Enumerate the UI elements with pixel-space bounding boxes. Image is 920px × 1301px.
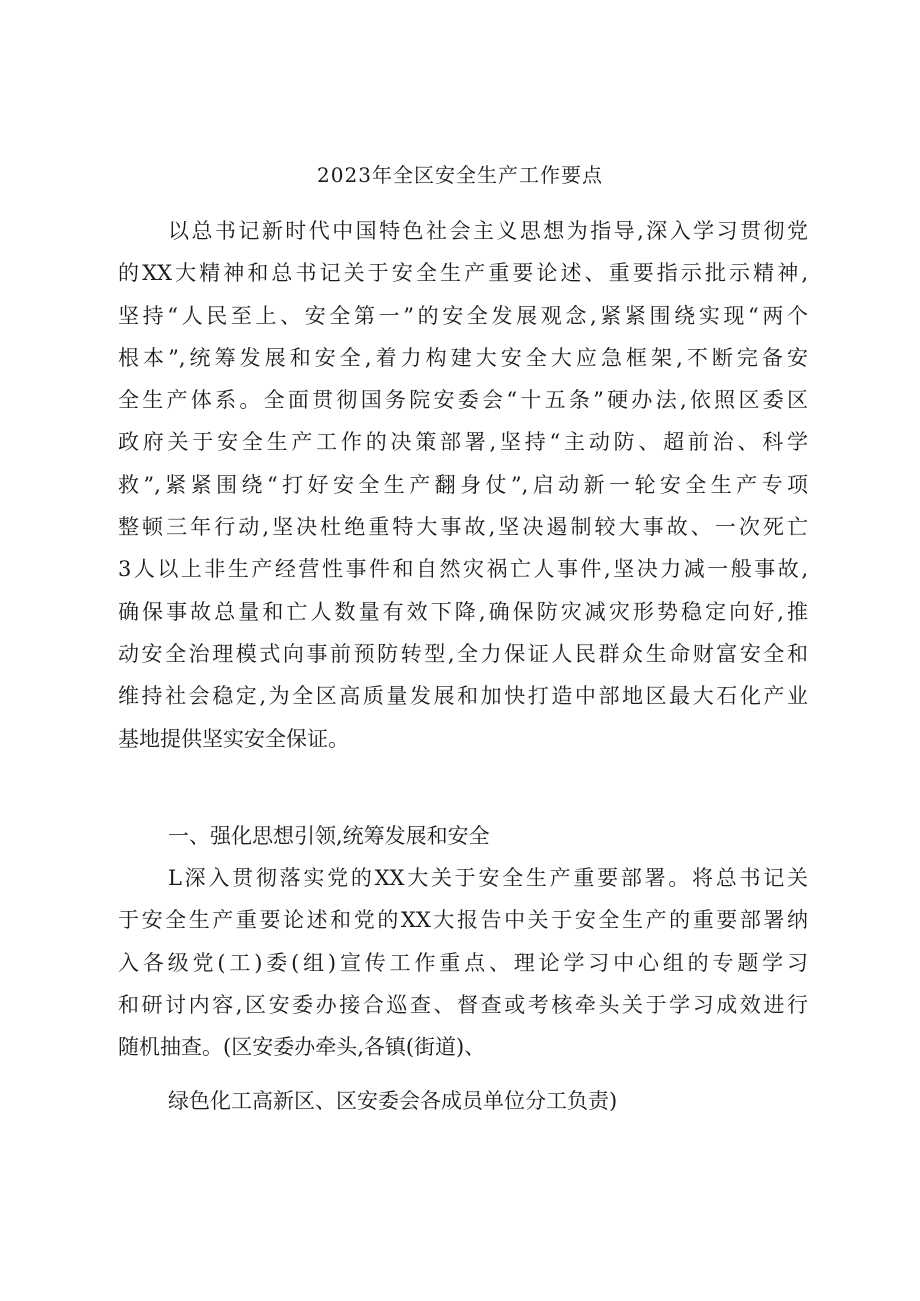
trailing-paragraph-line: 绿色化工高新区、区安委会各成员单位分工负责)	[168, 1089, 618, 1113]
paragraph-line: 于安全生产重要论述和党的XX大报告中关于安全生产的重要部署纳	[118, 908, 808, 933]
paragraph-line: 和研讨内容,区安委办接合巡查、督查或考核牵头关于学习成效进行	[118, 992, 808, 1017]
paragraph-line: 确保事故总量和亡人数量有效下降,确保防灾减灾形势稳定向好,推	[118, 599, 808, 624]
paragraph-line: 政府关于安全生产工作的决策部署,坚持“主动防、超前治、科学	[118, 430, 808, 455]
paragraph-line: 坚持“人民至上、安全第一”的安全发展观念,紧紧围绕实现“两个	[118, 303, 808, 328]
document-title: 2023年全区安全生产工作要点	[317, 163, 603, 187]
intro-paragraph	[118, 210, 808, 760]
paragraph-line: 入各级党(工)委(组)宣传工作重点、理论学习中心组的专题学习	[118, 950, 808, 975]
paragraph-line: 动安全治理模式向事前预防转型,全力保证人民群众生命财富安全和	[118, 641, 808, 666]
item-paragraph	[118, 857, 808, 1068]
paragraph-line: 随机抽查。(区安委办牵头,各镇(街道)、	[118, 1035, 486, 1060]
paragraph-line: 救”,紧紧围绕“打好安全生产翻身仗”,启动新一轮安全生产专项	[118, 472, 808, 497]
paragraph-line: 3人以上非生产经营性事件和自然灾祸亡人事件,坚决力减一般事故,	[118, 557, 808, 582]
paragraph-line: 的XX大精神和总书记关于安全生产重要论述、重要指示批示精神,	[118, 261, 808, 286]
paragraph-line: 以总书记新时代中国特色社会主义思想为指导,深入学习贯彻党	[168, 219, 808, 243]
section-heading: 一、强化思想引领,统筹发展和安全	[168, 824, 490, 848]
paragraph-line: L深入贯彻落实党的XX大关于安全生产重要部署。将总书记关	[168, 866, 808, 890]
paragraph-line: 基地提供坚实安全保证。	[118, 726, 349, 751]
paragraph-line: 整顿三年行动,坚决杜绝重特大事故,坚决遏制较大事故、一次死亡	[118, 515, 808, 540]
paragraph-line: 根本”,统筹发展和安全,着力构建大安全大应急框架,不断完备安	[118, 345, 808, 370]
paragraph-line: 全生产体系。全面贯彻国务院安委会“十五条”硬办法,依照区委区	[118, 388, 808, 413]
paragraph-line: 维持社会稳定,为全区高质量发展和加快打造中部地区最大石化产业	[118, 684, 808, 709]
